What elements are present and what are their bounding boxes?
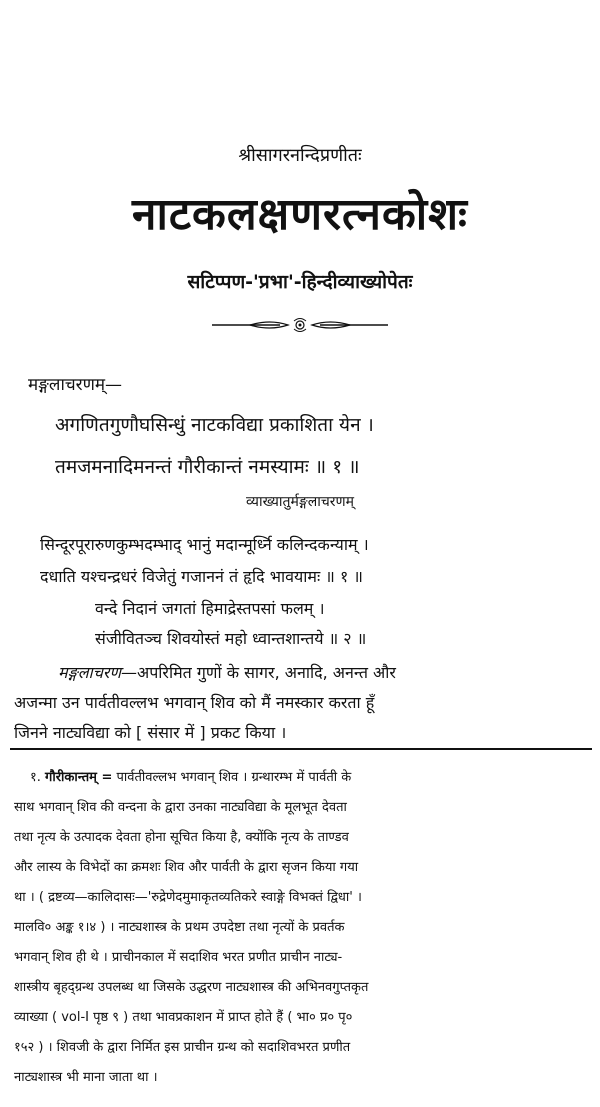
invocation-line-2: दधाति यश्चन्द्रधरं विजेतुं गजाननं तं हृदि भावयामः ॥ १ ॥ bbox=[40, 567, 363, 586]
footnote-term: गौरीकान्तम् = bbox=[45, 770, 113, 785]
author-line: श्रीसागरनन्दिप्रणीतः bbox=[238, 145, 362, 166]
translation-line-1 bbox=[58, 661, 600, 683]
footnote-line-3: तथा नृत्य के उत्पादक देवता होना सूचित किया है, क्योंकि नृत्य के ताण्डव bbox=[14, 830, 349, 845]
verse-line-2: तमजमनादिमनन्तं गौरीकान्तं नमस्यामः ॥ १ ॥ bbox=[55, 456, 360, 478]
footnote-line-10: १५२ ) । शिवजी के द्वारा निर्मित इस प्राचीन ग्रन्थ को सदाशिवभरत प्रणीत bbox=[14, 1040, 351, 1055]
footnote-line-1 bbox=[30, 767, 351, 785]
book-subtitle: सटिप्पण-'प्रभा'-हिन्दीव्याख्योपेतः bbox=[187, 271, 413, 293]
footnote-line-5: था । ( द्रष्टव्य—कालिदासः—'रुद्रेणेदमुमाकृतव्यतिकरे स्वाङ्गे विभक्तं द्विधा' । bbox=[14, 890, 362, 905]
footnote-line-4: और लास्य के विभेदों का क्रमशः शिव और पार्वती के द्वारा सृजन किया गया bbox=[14, 860, 359, 875]
footnote-line-1-text: पार्वतीवल्लभ भगवान् शिव । ग्रन्थारम्भ में पार्वती के bbox=[116, 770, 352, 785]
footnote-line-7: भगवान् शिव ही थे । प्राचीनकाल में सदाशिव भरत प्रणीत प्राचीन नाट्य- bbox=[14, 950, 343, 965]
footnote-line-9: व्याख्या ( vol-I पृष्ठ ९ ) तथा भावप्रकाशन में प्राप्त होते हैं ( भा० प्र० पृ० bbox=[14, 1010, 353, 1025]
footnote-number: १. bbox=[30, 770, 41, 785]
translation-label: मङ्गलाचरण— bbox=[58, 663, 137, 682]
commentator-invocation-label: व्याख्यातुर्मङ्गलाचरणम् bbox=[246, 494, 354, 510]
invocation-line-1: सिन्दूरपूरारुणकुम्भदम्भाद् भानुं मदान्मूर्ध्नि कलिन्दकन्याम् । bbox=[40, 535, 369, 554]
footnote-line-6: मालवि० अङ्क १।४ ) । नाट्यशास्त्र के प्रथम उपदेष्टा तथा नृत्यों के प्रवर्तक bbox=[14, 920, 345, 935]
translation-line-3: जिनने नाट्यविद्या को [ संसार में ] प्रकट किया । bbox=[14, 723, 287, 742]
footnote-line-8: शास्त्रीय बृहद्ग्रन्थ उपलब्ध था जिसके उद्धरण नाट्यशास्त्र की अभिनवगुप्तकृत bbox=[14, 980, 369, 995]
invocation-line-3: वन्दे निदानं जगतां हिमाद्रेस्तपसां फलम् । bbox=[95, 599, 325, 618]
mangala-label: मङ्गलाचरणम्— bbox=[28, 375, 123, 395]
translation-line-2: अजन्मा उन पार्वतीवल्लभ भगवान् शिव को मैं नमस्कार करता हूँ bbox=[14, 693, 375, 712]
footnote-line-2: साथ भगवान् शिव की वन्दना के द्वारा उनका नाट्यविद्या के मूलभूत देवता bbox=[14, 800, 347, 815]
invocation-line-4: संजीवितञ्च शिवयोस्तं महो ध्वान्तशान्तये ॥ २ ॥ bbox=[95, 629, 367, 648]
footnote-line-11: नाट्यशास्त्र भी माना जाता था । bbox=[14, 1070, 158, 1085]
verse-line-1: अगणितगुणौघसिन्धुं नाटकविद्या प्रकाशिता येन । bbox=[55, 414, 374, 436]
footnote-divider bbox=[10, 748, 592, 750]
translation-line-1-text: अपरिमित गुणों के सागर, अनादि, अनन्त और bbox=[136, 663, 396, 682]
ornament-divider bbox=[210, 315, 390, 335]
book-title: नाटकलक्षणरत्नकोशः bbox=[132, 189, 468, 240]
